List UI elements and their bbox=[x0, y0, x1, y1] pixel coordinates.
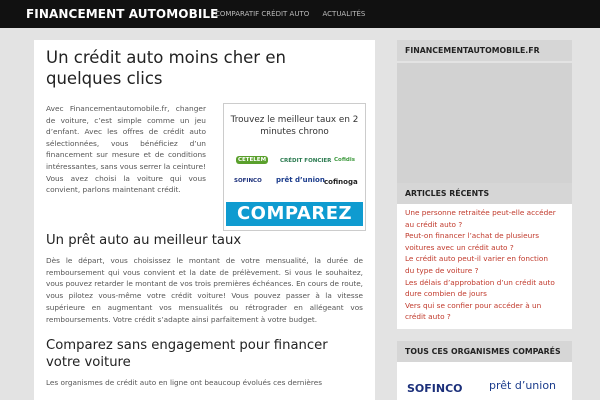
sidebar-ad-image[interactable] bbox=[397, 63, 572, 183]
logo-cofinoga: cofinoga bbox=[324, 178, 358, 186]
lender-logos bbox=[224, 138, 365, 196]
recent-articles-widget bbox=[397, 183, 572, 329]
logo-cetelem: CETELEM bbox=[238, 157, 267, 163]
recent-article-link[interactable]: Peut-on financer l’achat de plusieurs voitures avec un crédit auto ? bbox=[405, 231, 540, 252]
page-title: Un crédit auto moins cher en quelques clics bbox=[46, 48, 286, 88]
logo-cofidis: Cofidis bbox=[334, 157, 355, 163]
section-title-best-rate: Un prêt auto au meilleur taux bbox=[46, 233, 242, 248]
recent-articles-title: ARTICLES RÉCENTS bbox=[397, 183, 572, 204]
organisms-widget bbox=[397, 341, 572, 400]
logo-sofinco: SOFINCO bbox=[407, 381, 463, 395]
section-text-compare: Les organismes de crédit auto en ligne ont beaucoup évolués ces dernières bbox=[46, 378, 323, 388]
site-brand[interactable]: FINANCEMENT AUTOMOBILE bbox=[26, 7, 219, 21]
compare-button[interactable]: COMPAREZ bbox=[226, 202, 363, 226]
logo-pret-dunion: prêt d’union bbox=[489, 378, 557, 392]
section-title-compare: Comparez sans engagement pour financer votre voiture bbox=[46, 338, 328, 371]
main-article bbox=[34, 40, 375, 400]
banner-title: Trouvez le meilleur taux en 2 minutes chrono bbox=[230, 115, 359, 137]
main-nav bbox=[215, 10, 376, 18]
logo-sofinco: SOFINCO bbox=[234, 178, 262, 184]
comparator-banner[interactable] bbox=[223, 103, 366, 231]
intro-text: Avec Financementautomobile.fr, changer de voiture, c’est simple comme un jeu d’enfant. Avec les offres de crédit auto sélectionnées, vous bénéficiez d’un financement sur mesure et de conditions intéressantes, sans vous serrer la ceinture! Vous avez choisi la voiture qui vous convient, parlons maintenant crédit. bbox=[46, 104, 206, 195]
sidebar-site-title: FINANCEMENTAUTOMOBILE.FR bbox=[397, 40, 572, 61]
recent-articles-list bbox=[397, 204, 572, 329]
recent-article-link[interactable]: Les délais d’approbation d’un crédit auto dure combien de jours bbox=[405, 277, 555, 299]
nav-actualites[interactable]: ACTUALITÉS bbox=[322, 10, 366, 18]
organisms-title: TOUS CES ORGANISMES COMPARÉS bbox=[397, 341, 572, 362]
organisms-logos bbox=[397, 362, 572, 400]
intro-block bbox=[46, 103, 363, 228]
top-navigation-bar bbox=[0, 0, 600, 28]
section-text-best-rate: Dès le départ, vous choisissez le montant de votre mensualité, la durée de remboursement qui vous convient et la date de prélèvement. Si vous le souhaitez, vous pouvez retarder le montant de vos trois premières échéances. En cours de route, vous pilotez vous-même votre crédit voiture! Vous pouvez passer à la vitesse supérieure en augmentant vos mensualités ou rétrograder en allégeant vos remboursements. Votre crédit s’adapte ainsi parfaitement à votre budget. bbox=[46, 256, 363, 324]
recent-article-link[interactable]: Le crédit auto peut-il varier en fonction du type de voiture ? bbox=[405, 254, 548, 275]
recent-article-link[interactable]: Vers qui se confier pour accéder à un crédit auto ? bbox=[405, 300, 542, 322]
logo-credit-foncier: CRÉDIT FONCIER bbox=[280, 158, 332, 164]
nav-comparatif[interactable]: COMPARATIF CRÉDIT AUTO bbox=[215, 10, 310, 18]
sidebar bbox=[397, 40, 572, 400]
recent-article-link[interactable]: Une personne retraitée peut-elle accéder au crédit auto ? bbox=[405, 208, 556, 229]
logo-pret-dunion: prêt d’union bbox=[276, 176, 325, 184]
